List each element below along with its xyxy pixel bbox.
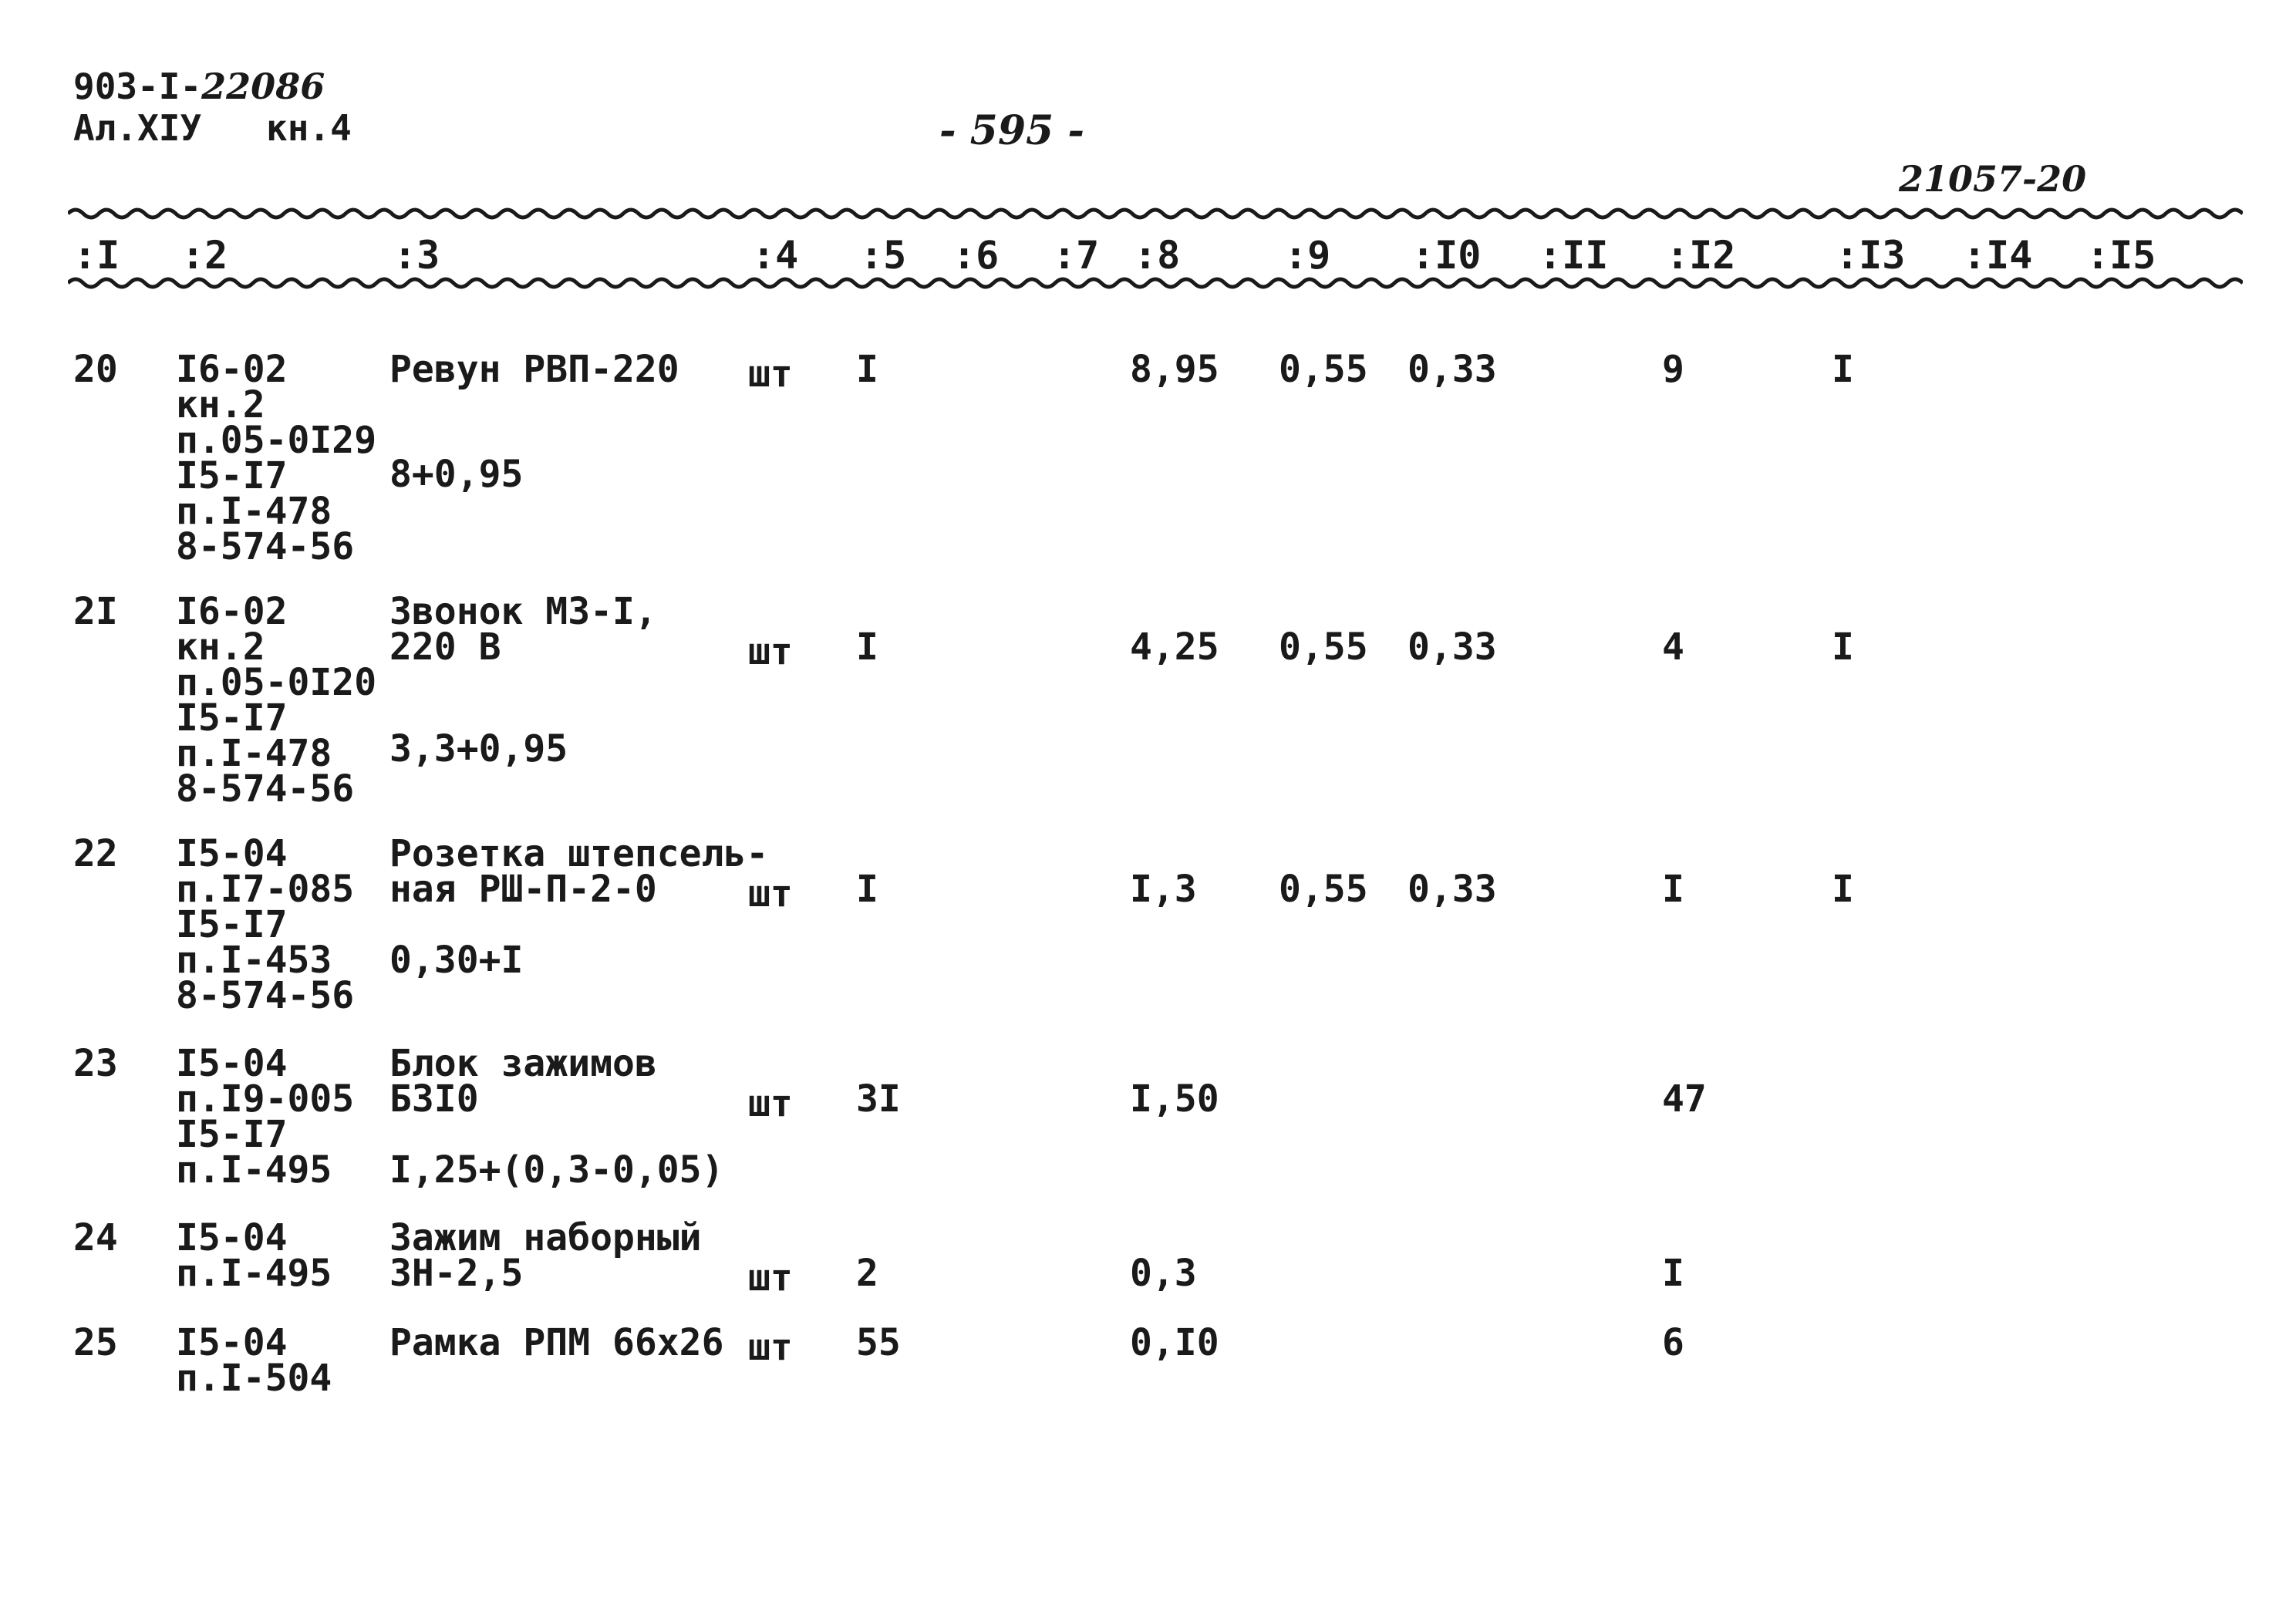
col9-value: 0,55 xyxy=(1279,625,1368,669)
item-name: Звонок МЗ-I, xyxy=(389,590,657,633)
col12-value: 4 xyxy=(1662,625,1684,669)
code-line: п.05-0I20 xyxy=(176,661,377,704)
quantity: 2 xyxy=(856,1252,878,1295)
code-line: I6-02 xyxy=(176,590,288,633)
item-name: Рамка РПМ 66х26 xyxy=(389,1321,724,1364)
item-name: Розетка штепсель- xyxy=(389,832,769,875)
column-header-4: :4 xyxy=(752,233,799,278)
code-line: I5-I7 xyxy=(176,696,288,740)
col13-value: I xyxy=(1832,868,1854,911)
col8-value: 0,3 xyxy=(1130,1252,1197,1295)
top-wavy-rule xyxy=(68,202,2243,225)
column-header-15: :I5 xyxy=(2086,233,2156,278)
col12-value: I xyxy=(1662,868,1684,911)
item-name: Ревун РВП-220 xyxy=(389,348,679,391)
column-header-6: :6 xyxy=(952,233,1000,278)
quantity: 3I xyxy=(856,1077,901,1121)
row-number: 23 xyxy=(73,1042,118,1085)
unit: шт xyxy=(748,1326,793,1369)
item-name: 220 В xyxy=(389,625,501,669)
unit: шт xyxy=(748,1256,793,1300)
column-header-14: :I4 xyxy=(1963,233,2033,278)
col9-value: 0,55 xyxy=(1279,348,1368,391)
code-line: кн.2 xyxy=(176,383,265,427)
column-header-3: :3 xyxy=(393,233,440,278)
code-line: I5-04 xyxy=(176,1321,288,1364)
item-name: ная РШ-П-2-0 xyxy=(389,868,657,911)
code-line: кн.2 xyxy=(176,625,265,669)
col10-value: 0,33 xyxy=(1408,868,1497,911)
unit: шт xyxy=(748,630,793,673)
code-line: п.I7-085 xyxy=(176,868,355,911)
col8-value: 0,I0 xyxy=(1130,1321,1219,1364)
quantity: I xyxy=(856,868,878,911)
item-formula: 3,3+0,95 xyxy=(389,727,568,770)
code-line: 8-574-56 xyxy=(176,525,355,568)
col8-value: I,3 xyxy=(1130,868,1197,911)
code-line: п.I-478 xyxy=(176,732,332,775)
column-header-5: :5 xyxy=(860,233,907,278)
row-number: 24 xyxy=(73,1216,118,1259)
col13-value: I xyxy=(1832,348,1854,391)
col12-value: 6 xyxy=(1662,1321,1684,1364)
item-name: ЗН-2,5 xyxy=(389,1252,524,1295)
row-number: 20 xyxy=(73,348,118,391)
col12-value: 47 xyxy=(1662,1077,1707,1121)
item-formula: 0,30+I xyxy=(389,939,524,982)
column-header-11: :II xyxy=(1539,233,1609,278)
col8-value: 4,25 xyxy=(1130,625,1219,669)
stamp-number: 21057-20 xyxy=(1899,158,2087,200)
item-formula: I,25+(0,3-0,05) xyxy=(389,1148,724,1192)
code-line: п.I9-005 xyxy=(176,1077,355,1121)
quantity: I xyxy=(856,348,878,391)
row-number: 22 xyxy=(73,832,118,875)
code-line: п.I-478 xyxy=(176,490,332,533)
item-name: Зажим наборный xyxy=(389,1216,702,1259)
page-number: - 595 - xyxy=(939,107,1084,154)
col9-value: 0,55 xyxy=(1279,868,1368,911)
code-line: п.I-495 xyxy=(176,1148,332,1192)
unit: шт xyxy=(748,1082,793,1125)
code-line: I6-02 xyxy=(176,348,288,391)
code-line: I5-04 xyxy=(176,832,288,875)
col10-value: 0,33 xyxy=(1408,625,1497,669)
row-number: 25 xyxy=(73,1321,118,1364)
item-formula: 8+0,95 xyxy=(389,453,524,496)
column-header-9: :9 xyxy=(1284,233,1331,278)
column-header-13: :I3 xyxy=(1836,233,1906,278)
document-code xyxy=(73,68,325,105)
quantity: 55 xyxy=(856,1321,901,1364)
document-code-prefix: 903-I- xyxy=(73,66,202,107)
code-line: п.I-504 xyxy=(176,1357,332,1400)
book-label: кн.4 xyxy=(266,107,352,149)
unit: шт xyxy=(748,872,793,915)
code-line: 8-574-56 xyxy=(176,767,355,811)
col8-value: I,50 xyxy=(1130,1077,1219,1121)
col8-value: 8,95 xyxy=(1130,348,1219,391)
document-code-handwritten: 22086 xyxy=(201,66,325,107)
unit: шт xyxy=(748,352,793,396)
quantity: I xyxy=(856,625,878,669)
code-line: I5-I7 xyxy=(176,1113,288,1156)
item-name: Блок зажимов xyxy=(389,1042,657,1085)
code-line: п.I-453 xyxy=(176,939,332,982)
col12-value: I xyxy=(1662,1252,1684,1295)
code-line: I5-04 xyxy=(176,1216,288,1259)
col12-value: 9 xyxy=(1662,348,1684,391)
column-header-7: :7 xyxy=(1053,233,1100,278)
column-header-10: :I0 xyxy=(1411,233,1482,278)
code-line: I5-I7 xyxy=(176,454,288,497)
row-number: 2I xyxy=(73,590,118,633)
album-label: Ал.XIУ xyxy=(73,107,202,149)
column-header-2: :2 xyxy=(181,233,228,278)
column-header-12: :I2 xyxy=(1666,233,1736,278)
col13-value: I xyxy=(1832,625,1854,669)
code-line: I5-04 xyxy=(176,1042,288,1085)
col10-value: 0,33 xyxy=(1408,348,1497,391)
code-line: п.I-495 xyxy=(176,1252,332,1295)
code-line: п.05-0I29 xyxy=(176,419,377,462)
column-header-1: :I xyxy=(73,233,120,278)
column-header-8: :8 xyxy=(1134,233,1181,278)
item-name: БЗI0 xyxy=(389,1077,479,1121)
code-line: I5-I7 xyxy=(176,903,288,946)
code-line: 8-574-56 xyxy=(176,974,355,1017)
